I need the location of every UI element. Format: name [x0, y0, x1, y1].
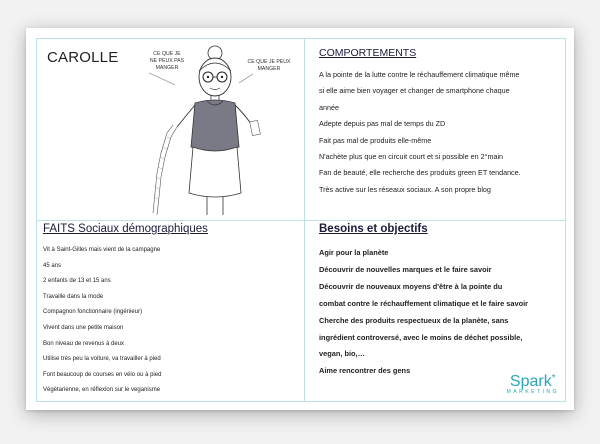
comportements-item: Très active sur les réseaux sociaux. A son propre blog: [319, 184, 491, 194]
comportements-item: N'achète plus que en circuit court et si possible en 2°main: [319, 152, 504, 162]
besoins-item: Cherche des produits respectueux de la planète, sans: [319, 315, 509, 325]
bubble-left-line-3: MANGER: [155, 65, 179, 71]
bubble-right-line-2: MANGER: [257, 66, 281, 72]
besoins-item: Découvrir de nouveaux moyens d'être à la pointe du: [319, 281, 503, 291]
besoins-item: Aime rencontrer des gens: [319, 366, 411, 376]
faits-item: Travaille dans la mode: [43, 293, 104, 300]
faits-item: 45 ans: [43, 262, 62, 269]
comportements-item: A la pointe de la lutte contre le réchauffement climatique même: [319, 70, 520, 79]
faits-item: Compagnon fonctionnaire (ingénieur): [43, 309, 143, 316]
faits-item: Utilise très peu la voiture, va travailler à pied: [43, 356, 161, 363]
faits-item: Végétarienne, en réflexion sur le veganisme: [43, 387, 161, 394]
comportements-title: COMPORTEMENTS: [319, 47, 417, 59]
comportements-item: Fait pas mal de produits elle-même: [319, 135, 432, 145]
besoins-item: Agir pour la planète: [319, 248, 389, 257]
faits-list: [43, 243, 293, 399]
faits-item: Vivent dans une petite maison: [43, 324, 124, 331]
comportements-cell: [305, 39, 565, 220]
faits-item: 2 enfants de 13 et 15 ans: [43, 278, 111, 285]
persona-cell: [37, 39, 304, 220]
persona-sheet: [26, 28, 574, 410]
persona-name: CAROLLE: [47, 49, 119, 66]
spark-marketing-logo: [507, 373, 559, 395]
faits-item: Vit à Saint-Gilles mais vient de la campagne: [43, 247, 161, 253]
besoins-item: ingrédient controversé, avec le moins de déchet possible,: [319, 332, 523, 342]
bubble-left-line-1: CE QUE JE: [153, 51, 181, 57]
logo-subtitle: MARKETING: [506, 389, 559, 395]
besoins-cell: [305, 221, 565, 401]
faits-title: FAITS Sociaux démographiques: [43, 223, 208, 235]
comportements-list: [319, 67, 567, 198]
comportements-item: Adepte depuis pas mal de temps du ZD: [319, 119, 446, 129]
bubble-right-line-1: CE QUE JE PEUX: [247, 59, 291, 65]
faits-item: Bon niveau de revenus à deux: [43, 340, 125, 347]
comportements-item: année: [319, 102, 339, 112]
bubble-left-line-2: NE PEUX PAS: [149, 58, 185, 64]
logo-word: Spark: [509, 373, 552, 390]
besoins-item: vegan, bio,…: [319, 349, 365, 359]
persona-illustration: [127, 43, 297, 219]
faits-item: Font beaucoup de courses en vélo ou à pied: [43, 371, 162, 378]
besoins-list: [319, 245, 569, 380]
besoins-title: Besoins et objectifs: [319, 223, 428, 235]
besoins-item: combat contre le réchauffement climatique et le faire savoir: [319, 298, 529, 308]
comportements-item: si elle aime bien voyager et changer de smartphone chaque: [319, 86, 510, 96]
besoins-item: Découvrir de nouvelles marques et le faire savoir: [319, 264, 492, 274]
faits-cell: [37, 221, 304, 401]
persona-grid: [36, 38, 566, 402]
logo-star-icon: *: [551, 373, 556, 384]
comportements-item: Fan de beauté, elle recherche des produits green ET tendance.: [319, 168, 521, 178]
